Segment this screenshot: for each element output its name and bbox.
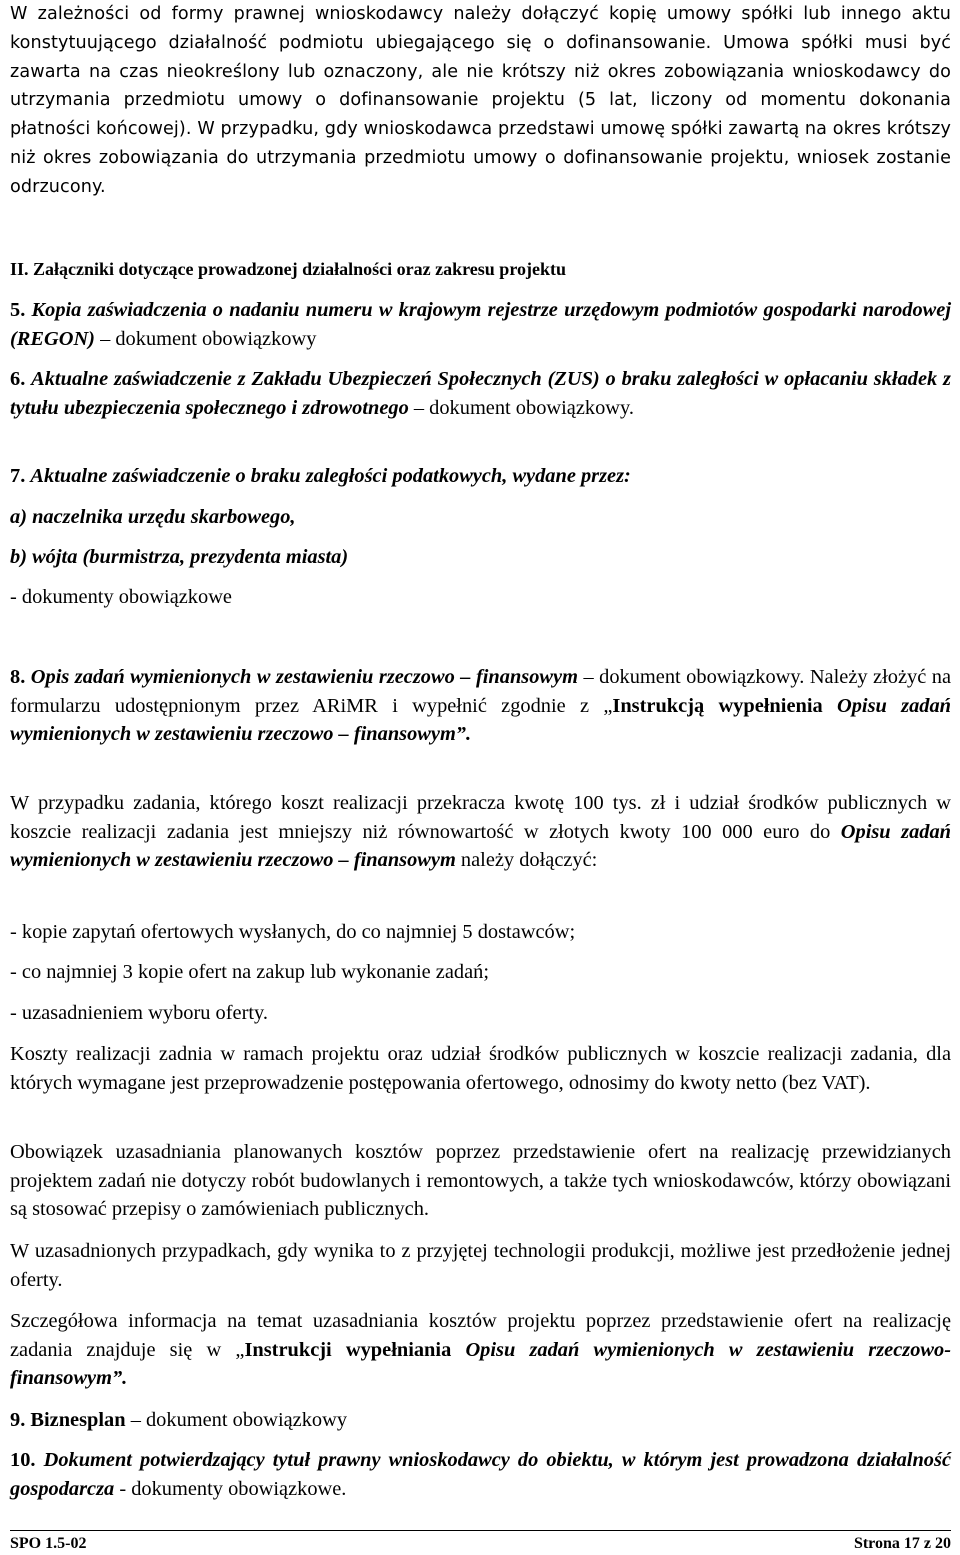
item-9-title: Biznesplan bbox=[30, 1409, 126, 1431]
item-8-title: Opis zadań wymienionych w zestawieniu rzeczowo – finansowym bbox=[30, 666, 578, 688]
item-7-a: a) naczelnika urzędu skarbowego, bbox=[10, 506, 296, 528]
item-6-tail: – dokument obowiązkowy. bbox=[408, 396, 634, 419]
item-8 bbox=[10, 663, 951, 749]
item-8-instruction-title: Opisu zadań wymienionych w zestawieniu rzeczowo – finansowym”. bbox=[10, 694, 951, 746]
item-10-title: Dokument potwierdzający tytuł prawny wnioskodawcy do obiektu, w którym jest prowadzona działalność gospodarcza bbox=[10, 1449, 951, 1500]
page-footer bbox=[10, 1530, 951, 1555]
item-8-number: 8. bbox=[10, 666, 26, 688]
intro-sentence-2: W przypadku, gdy wnioskodawca przedstawi umowę spółki zawartą na okres krótszy niż okres zobowiązania do utrzymania przedmiotu umowy o dofinansowanie projektu, wniosek zostanie odrzucony. bbox=[10, 119, 951, 197]
item-8-p6-text: Szczegółowa informacja na temat uzasadniania kosztów projektu poprzez przedstawienie ofert na realizację zadania znajduje się w „ bbox=[10, 1310, 951, 1361]
item-8-paragraph-4: Obowiązek uzasadniania planowanych kosztów poprzez przedstawienie ofert na realizację przewidzianych projektem zadań nie dotyczy robót budowlanych i remontowych, a także tych wnioskodawców, którzy obowiązani są stosować przepisy o zamówieniach publicznych. bbox=[10, 1141, 951, 1221]
item-8-tail: – dokument obowiązkowy. Należy złożyć na formularzu udostępnionym przez ARiMR i wypełnić zgodnie z „ bbox=[10, 666, 952, 717]
item-8-p6-instruction: Instrukcji wypełniania bbox=[244, 1338, 452, 1361]
item-5-tail: – dokument obowiązkowy bbox=[94, 327, 317, 350]
item-8-p2-text: W przypadku zadania, którego koszt realizacji przekracza kwotę 100 tys. zł i udział środków publicznych w koszcie realizacji zadania jest mniejszy niż równowartość w złotych kwoty 100 000 euro do bbox=[10, 792, 951, 843]
item-7-title: Aktualne zaświadczenie o braku zaległości podatkowych, wydane przez: bbox=[30, 465, 631, 487]
item-8-paragraph-6 bbox=[10, 1307, 951, 1393]
item-7-tail: - dokumenty obowiązkowe bbox=[10, 586, 232, 608]
item-5-number: 5. bbox=[10, 299, 26, 321]
intro-sentence-1: W zależności od formy prawnej wnioskodawcy należy dołączyć kopię umowy spółki lub innego aktu konstytuującego działalność podmiotu ubiegającego się o dofinansowanie. Umowa spółki musi być zawarta na czas nieokreślony lub oznaczony, ale nie krótszy niż okres zobowiązania wnioskodawcy do utrzymania przedmiotu umowy o dofinansowanie projektu (5 lat, liczony od momentu dokonania płatności końcowej). bbox=[10, 4, 951, 140]
item-6 bbox=[10, 365, 951, 422]
item-10-number: 10. bbox=[10, 1449, 36, 1471]
item-9-tail: – dokument obowiązkowy bbox=[125, 1409, 348, 1431]
item-5-title: Kopia zaświadczenia o nadaniu numeru w krajowym rejestrze urzędowym podmiotów gospodarki narodowej (REGON) bbox=[10, 299, 951, 350]
item-8-paragraph-5: W uzasadnionych przypadkach, gdy wynika to z przyjętej technologii produkcji, możliwe jest przedłożenie jednej oferty. bbox=[10, 1240, 951, 1291]
item-9-number: 9. bbox=[10, 1409, 26, 1431]
item-10-tail: - dokumenty obowiązkowe. bbox=[114, 1477, 347, 1500]
item-8-paragraph-2 bbox=[10, 789, 951, 875]
item-5 bbox=[10, 296, 951, 353]
item-7-b: b) wójta (burmistrza, prezydenta miasta) bbox=[10, 546, 349, 568]
item-8-p2-tail: należy dołączyć: bbox=[455, 849, 598, 872]
intro-paragraph bbox=[10, 0, 951, 202]
item-8-instruction: Instrukcją wypełnienia bbox=[612, 694, 823, 717]
item-9 bbox=[10, 1406, 951, 1435]
list-item: - uzasadnieniem wyboru oferty. bbox=[10, 1002, 268, 1024]
item-7-number: 7. bbox=[10, 465, 26, 487]
item-7 bbox=[10, 462, 951, 491]
item-8-paragraph-3: Koszty realizacji zadnia w ramach projektu oraz udział środków publicznych w koszcie realizacji zadania, dla których wymagane jest przeprowadzenie postępowania ofertowego, odnosimy do kwoty netto (bez VAT). bbox=[10, 1043, 951, 1094]
footer-doc-code: SPO 1.5-02 bbox=[10, 1535, 87, 1552]
item-8-p6-title: Opisu zadań wymienionych w zestawieniu rzeczowo-finansowym”. bbox=[10, 1338, 951, 1390]
item-10 bbox=[10, 1446, 951, 1503]
footer-page-number: Strona 17 z 20 bbox=[853, 1535, 951, 1552]
item-8-p2-title: Opisu zadań wymienionych w zestawieniu rzeczowo – finansowym bbox=[10, 820, 951, 872]
item-6-title: Aktualne zaświadczenie z Zakładu Ubezpieczeń Społecznych (ZUS) o braku zaległości w opłacaniu składek z tytułu ubezpieczenia społecznego i zdrowotnego bbox=[10, 368, 951, 419]
item-6-number: 6. bbox=[10, 368, 26, 390]
list-item: - kopie zapytań ofertowych wysłanych, do co najmniej 5 dostawców; bbox=[10, 921, 576, 943]
list-item: - co najmniej 3 kopie ofert na zakup lub wykonanie zadań; bbox=[10, 961, 490, 983]
section-heading: II. Załączniki dotyczące prowadzonej działalności oraz zakresu projektu bbox=[10, 259, 566, 279]
